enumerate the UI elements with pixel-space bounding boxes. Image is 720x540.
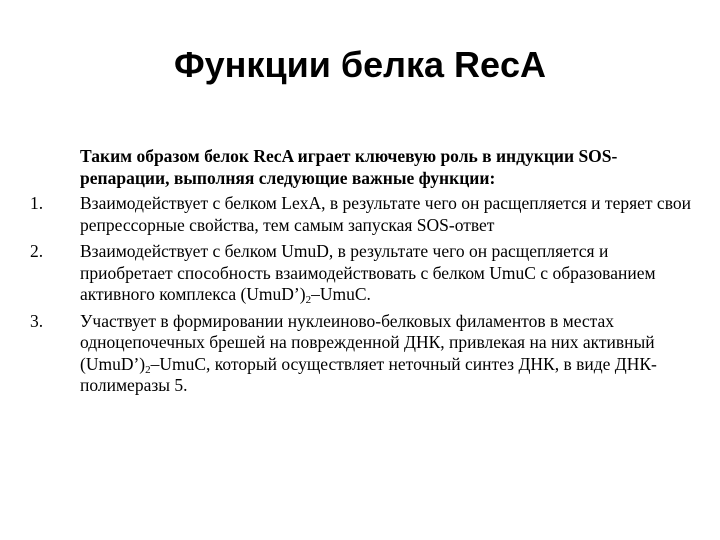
list-item-text [80,311,700,397]
list-item-text [80,241,700,306]
list-item-2 [30,241,700,306]
list-item-number: 2. [30,241,44,261]
list-item-number: 1. [30,193,44,213]
list-item-3 [30,311,700,397]
slide-title: Функции белка RecA [173,44,547,85]
list-item-text-main: Участвует в формировании нуклеиново-белковых филаментов в местах одноцепочечных брешей на поврежденной ДНК, привлекая на них активный (UmuD’) [80,310,655,374]
list-item-text-tail: –UmuC, который осуществляет неточный синтез ДНК, в виде ДНК-полимеразы 5. [80,353,657,395]
slide-body [30,146,700,402]
subscript: 2 [305,294,312,306]
list-item-text-tail: –UmuC. [311,284,371,304]
list-item-1 [30,193,700,236]
list-item-text-main: Взаимодействует с белком UmuD, в результате чего он расщепляется и приобретает способность взаимодействовать с белком UmuC с образованием активного комплекса (UmuD’) [80,241,656,304]
intro-paragraph: Таким образом белок RecA играет ключевую роль в индукции SOS-репарации, выполняя следующие важные функции: [80,146,618,188]
subscript: 2 [145,363,151,376]
list-item-number: 3. [30,310,44,331]
list-item-text: Взаимодействует с белком LexA, в результате чего он расщепляется и теряет свои репрессорные свойства, тем самым запуская SOS-ответ [80,193,691,235]
